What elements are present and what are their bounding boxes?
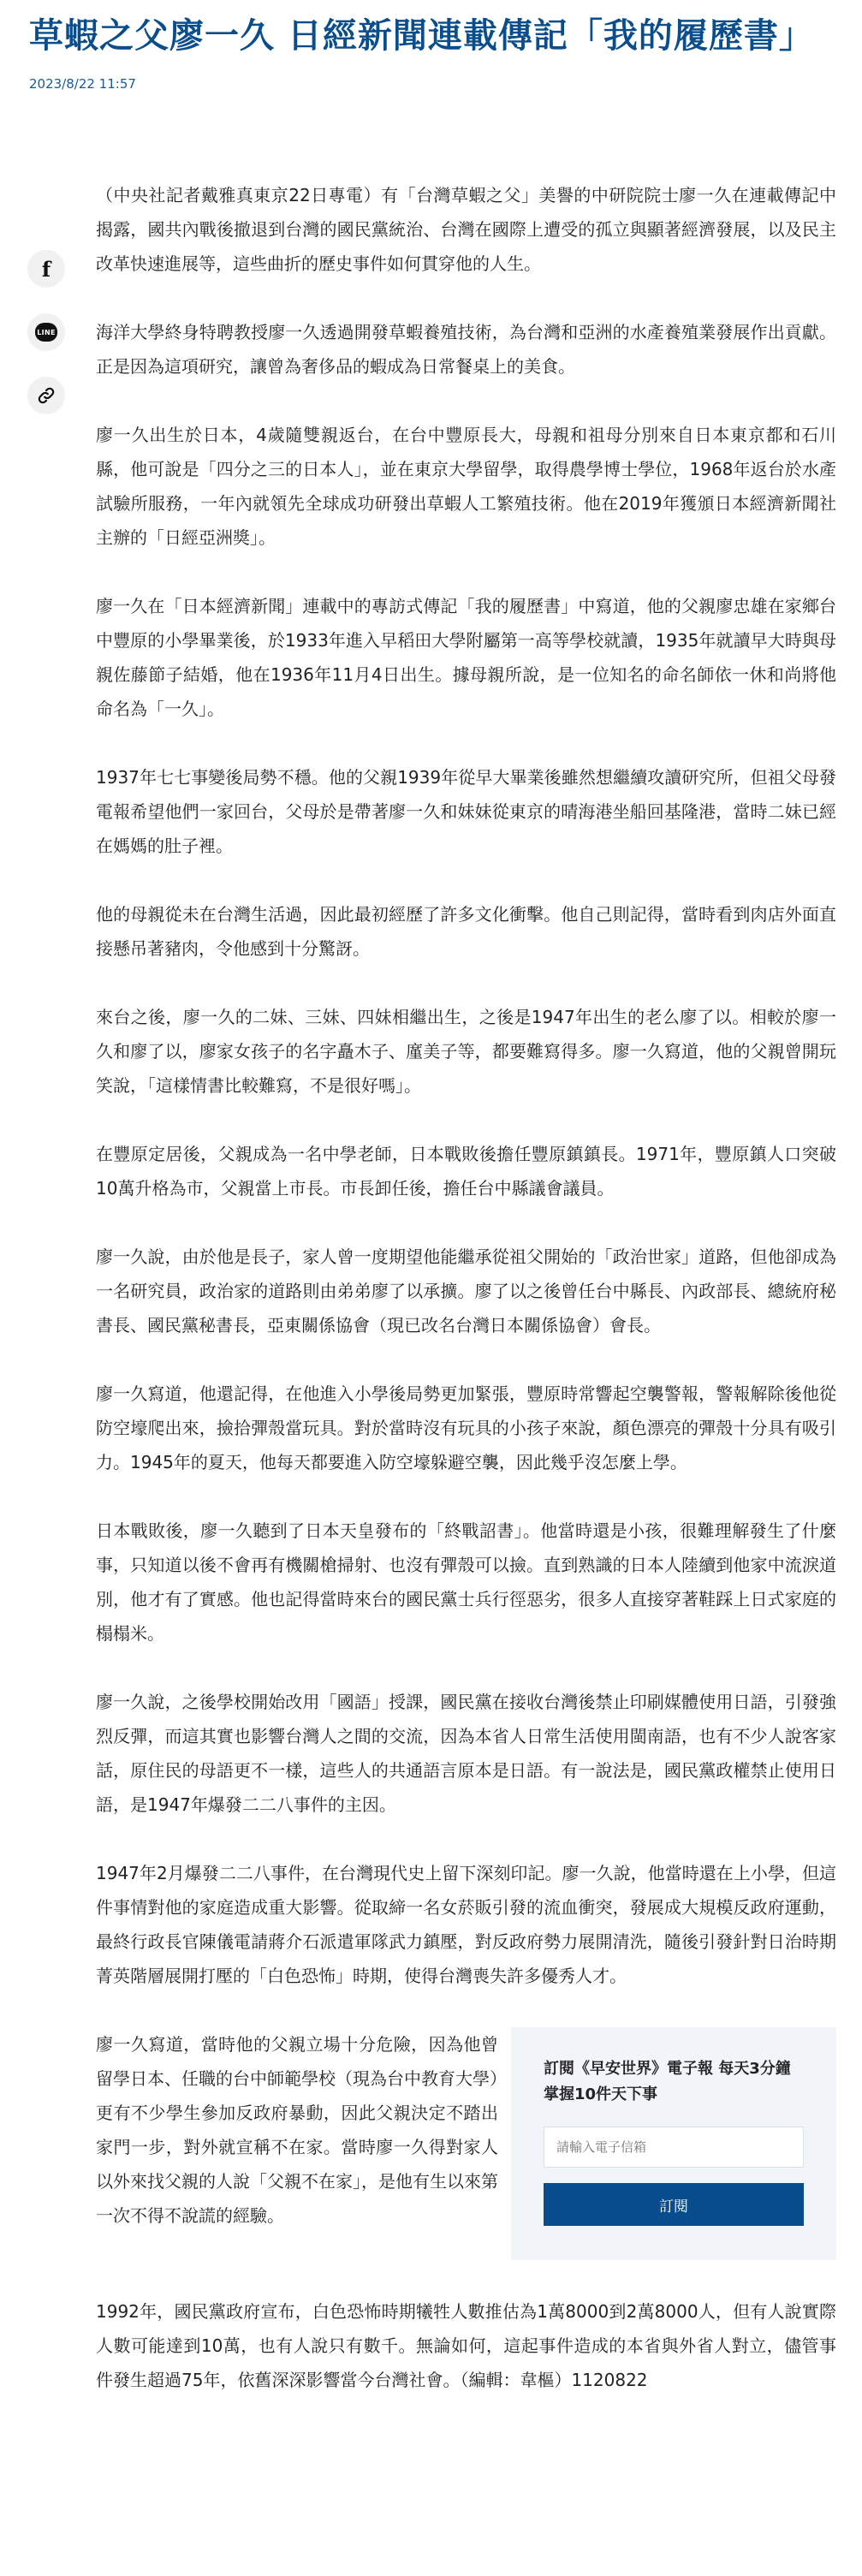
line-share-button[interactable] [27, 313, 65, 351]
paragraph: 在豐原定居後，父親成為一名中學老師，日本戰敗後擔任豐原鎮鎮長。1971年，豐原鎮人口突破10萬升格為市，父親當上市長。市長卸任後，擔任台中縣議會議員。 [96, 1144, 836, 1199]
article-title: 草蝦之父廖一久 日經新聞連載傳記「我的履歷書」 [29, 16, 814, 56]
paragraph: 廖一久寫道，當時他的父親立場十分危險，因為他曾留學日本、任職的台中師範學校（現為台中教育大學）更有不少學生參加反政府暴動，因此父親決定不踏出家門一步，對外就宣稱不在家。當時廖一久得對家人以外來找父親的人說「父親不在家」，是他有生以來第一次不得不說謊的經驗。 [96, 2034, 498, 2226]
paragraph: 1992年，國民黨政府宣布，白色恐怖時期犧牲人數推估為1萬8000到2萬8000人，但有人說實際人數可能達到10萬，也有人說只有數千。無論如何，這起事件造成的本省與外省人對立，儘管事件發生超過75年，依舊深深影響當今台灣社會。（編輯：韋樞）1120822 [96, 2301, 836, 2390]
paragraph: 日本戰敗後，廖一久聽到了日本天皇發布的「終戰詔書」。他當時還是小孩，很難理解發生了什麼事，只知道以後不會再有機關槍掃射、也沒有彈殼可以撿。直到熟識的日本人陸續到他家中流淚道別，他才有了實感。他也記得當時來台的國民黨士兵行徑惡劣，很多人直接穿著鞋踩上日式家庭的榻榻米。 [96, 1520, 836, 1644]
facebook-share-button[interactable] [27, 250, 65, 288]
paragraph-with-subscribe [96, 2027, 836, 2260]
paragraph: 廖一久說，由於他是長子，家人曾一度期望他能繼承從祖父開始的「政治世家」道路，但他卻成為一名研究員，政治家的道路則由弟弟廖了以承擴。廖了以之後曾任台中縣長、內政部長、總統府秘書長、國民黨秘書長，亞東關係協會（現已改名台灣日本關係協會）會長。 [96, 1246, 836, 1336]
facebook-icon: f [41, 256, 51, 282]
paragraph: 來台之後，廖一久的二妹、三妹、四妹相繼出生，之後是1947年出生的老么廖了以。相較於廖一久和廖了以，廖家女孩子的名字矗木子、廑美子等，都要難寫得多。廖一久寫道，他的父親曾開玩笑說，「這樣情書比較難寫，不是很好嗎」。 [96, 1007, 836, 1096]
paragraph: 海洋大學終身特聘教授廖一久透過開發草蝦養殖技術，為台灣和亞洲的水產養殖業發展作出貢獻。正是因為這項研究，讓曾為奢侈品的蝦成為日常餐桌上的美食。 [96, 322, 836, 377]
paragraph: 他的母親從未在台灣生活過，因此最初經歷了許多文化衝擊。他自己則記得，當時看到肉店外面直接懸吊著豬肉，令他感到十分驚訝。 [96, 904, 836, 959]
article-header [29, 0, 842, 92]
publish-date: 2023/8/22 11:57 [29, 76, 136, 92]
line-icon: LINE [35, 323, 57, 342]
copy-link-button[interactable] [27, 377, 65, 414]
email-input[interactable] [544, 2127, 804, 2168]
paragraph: 廖一久說，之後學校開始改用「國語」授課，國民黨在接收台灣後禁止印刷媒體使用日語，引發強烈反彈，而這其實也影響台灣人之間的交流，因為本省人日常生活使用閩南語，也有不少人說客家話，原住民的母語更不一樣，這些人的共通語言原本是日語。有一說法是，國民黨政權禁止使用日語，是1947年爆發二二八事件的主因。 [96, 1692, 836, 1815]
article-body [96, 178, 836, 2431]
paragraph: 廖一久寫道，他還記得，在他進入小學後局勢更加緊張，豐原時常響起空襲警報，警報解除後他從防空壕爬出來，撿拾彈殼當玩具。對於當時沒有玩具的小孩子來說，顏色漂亮的彈殼十分具有吸引力。1945年的夏天，他每天都要進入防空壕躲避空襲，因此幾乎沒怎麼上學。 [96, 1383, 836, 1472]
link-icon [37, 386, 56, 405]
paragraph: 1947年2月爆發二二八事件，在台灣現代史上留下深刻印記。廖一久說，他當時還在上小學，但這件事情對他的家庭造成重大影響。從取締一名女菸販引發的流血衝突，發展成大規模反政府運動，最終行政長官陳儀電請蔣介石派遣軍隊武力鎮壓，對反政府勢力展開清洗，隨後引發針對日治時期菁英階層展開打壓的「白色恐怖」時期，使得台灣喪失許多優秀人才。 [96, 1863, 836, 1986]
paragraph: 廖一久出生於日本，4歲隨雙親返台，在台中豐原長大，母親和祖母分別來自日本東京都和石川縣，他可說是「四分之三的日本人」，並在東京大學留學，取得農學博士學位，1968年返台於水產試驗所服務，一年內就領先全球成功研發出草蝦人工繁殖技術。他在2019年獲頒日本經濟新聞社主辦的「日經亞洲獎」。 [96, 425, 836, 548]
paragraph: 1937年七七事變後局勢不穩。他的父親1939年從早大畢業後雖然想繼續攻讀研究所，但祖父母發電報希望他們一家回台，父母於是帶著廖一久和妹妹從東京的晴海港坐船回基隆港，當時二妹已經在媽媽的肚子裡。 [96, 767, 836, 856]
share-bar [27, 250, 67, 440]
subscribe-button[interactable]: 訂閱 [544, 2183, 804, 2226]
paragraph: 廖一久在「日本經濟新聞」連載中的專訪式傳記「我的履歷書」中寫道，他的父親廖忠雄在家鄉台中豐原的小學畢業後，於1933年進入早稻田大學附屬第一高等學校就讀，1935年就讀早大時與母親佐藤節子結婚，他在1936年11月4日出生。據母親所說，是一位知名的命名師依一休和尚將他命名為「一久」。 [96, 596, 836, 719]
subscribe-title: 訂閱《早安世界》電子報 每天3分鐘掌握10件天下事 [544, 2060, 791, 2103]
newsletter-subscribe-box [511, 2027, 836, 2260]
paragraph: （中央社記者戴雅真東京22日專電）有「台灣草蝦之父」美譽的中研院院士廖一久在連載傳記中揭露，國共內戰後撤退到台灣的國民黨統治、台灣在國際上遭受的孤立與顯著經濟發展，以及民主改革快速進展等，這些曲折的歷史事件如何貫穿他的人生。 [96, 185, 836, 274]
